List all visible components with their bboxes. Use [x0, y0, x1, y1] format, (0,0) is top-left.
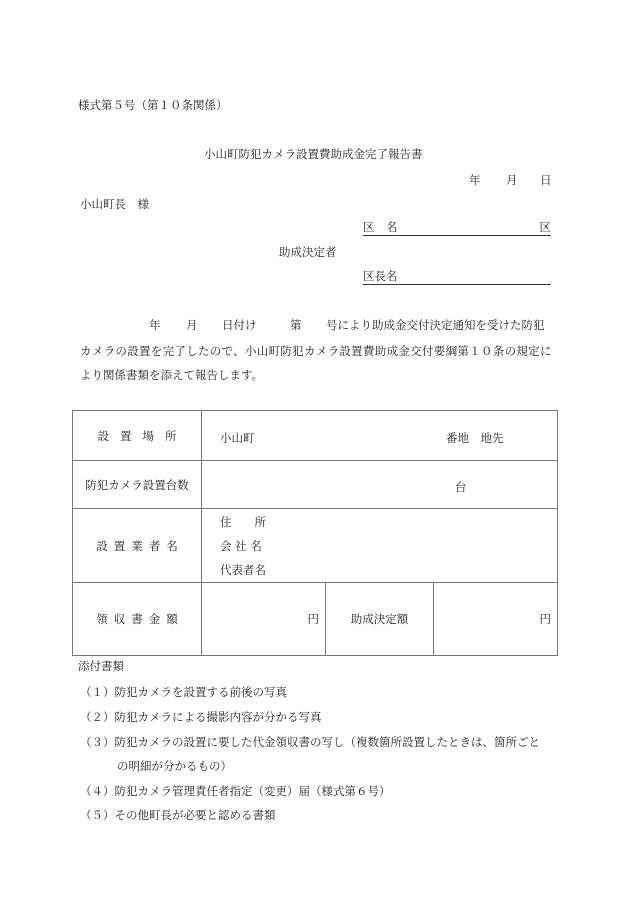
report-table — [72, 410, 558, 656]
ward-chief-field[interactable] — [363, 271, 551, 285]
row-install-location — [73, 411, 558, 461]
contractor-company-label: 会 社 名 — [220, 538, 262, 553]
camera-count-label: 防犯カメラ設置台数 — [73, 461, 202, 509]
row-amounts — [73, 583, 558, 656]
attachments-heading: 添付書類 — [78, 659, 124, 673]
row-camera-count — [73, 461, 558, 509]
attachment-item: （１）防犯カメラを設置する前後の写真 — [80, 685, 287, 699]
ward-suffix: 区 — [539, 220, 551, 234]
install-location-value[interactable] — [202, 411, 558, 461]
attachment-item-continuation: の明細が分かるもの） — [117, 759, 232, 773]
ward-chief-label: 区長名 — [363, 269, 398, 283]
contractor-value[interactable] — [202, 509, 558, 583]
date-month: 月 — [506, 173, 518, 187]
applicant-label: 助成決定者 — [279, 245, 337, 259]
receipt-amount-value[interactable] — [202, 583, 326, 656]
ward-name-label: 区 名 — [363, 220, 398, 234]
body-line3: より関係書類を添えて報告します。 — [80, 368, 264, 382]
camera-count-unit: 台 — [455, 479, 467, 494]
addressee: 小山町長 様 — [80, 197, 149, 211]
contractor-address-label: 住 所 — [220, 514, 266, 529]
body-day: 日付け — [222, 318, 257, 332]
date-day: 日 — [540, 173, 552, 187]
grant-amount-value[interactable] — [434, 583, 558, 656]
address-suffix: 番地 地先 — [446, 430, 504, 445]
town-name: 小山町 — [220, 430, 255, 445]
receipt-amount-unit: 円 — [307, 612, 319, 626]
body-line2: カメラの設置を完了したので、小山町防犯カメラ設置費助成金交付要綱第１０条の規定に — [80, 344, 552, 358]
attachment-item: （４）防犯カメラ管理責任者指定（変更）届（様式第６号） — [80, 784, 391, 798]
attachment-item: （５）その他町長が必要と認める書類 — [80, 808, 276, 822]
body-number-prefix: 第 — [290, 318, 302, 332]
contractor-representative-label: 代表者名 — [220, 562, 266, 577]
grant-amount-unit: 円 — [539, 612, 552, 626]
ward-name-field[interactable] — [363, 222, 551, 236]
attachment-item: （２）防犯カメラによる撮影内容が分かる写真 — [80, 710, 322, 724]
row-contractor — [73, 509, 558, 583]
attachment-item: （３）防犯カメラの設置に要した代金領収書の写し（複数箇所設置したときは、箇所ごと — [80, 735, 540, 749]
document-title: 小山町防犯カメラ設置費助成金完了報告書 — [204, 147, 423, 161]
date-year: 年 — [469, 173, 481, 187]
body-month: 月 — [186, 318, 198, 332]
form-number: 様式第５号（第１０条関係） — [78, 98, 228, 112]
contractor-label: 設置業者名 — [73, 509, 202, 583]
body-line1-rest: 号により助成金交付決定通知を受けた防犯 — [326, 318, 545, 332]
receipt-amount-label: 領収書金額 — [73, 583, 202, 656]
camera-count-value[interactable] — [202, 461, 558, 509]
grant-amount-label: 助成決定額 — [326, 583, 434, 656]
install-location-label: 設置場所 — [73, 411, 202, 461]
body-year: 年 — [149, 318, 161, 332]
